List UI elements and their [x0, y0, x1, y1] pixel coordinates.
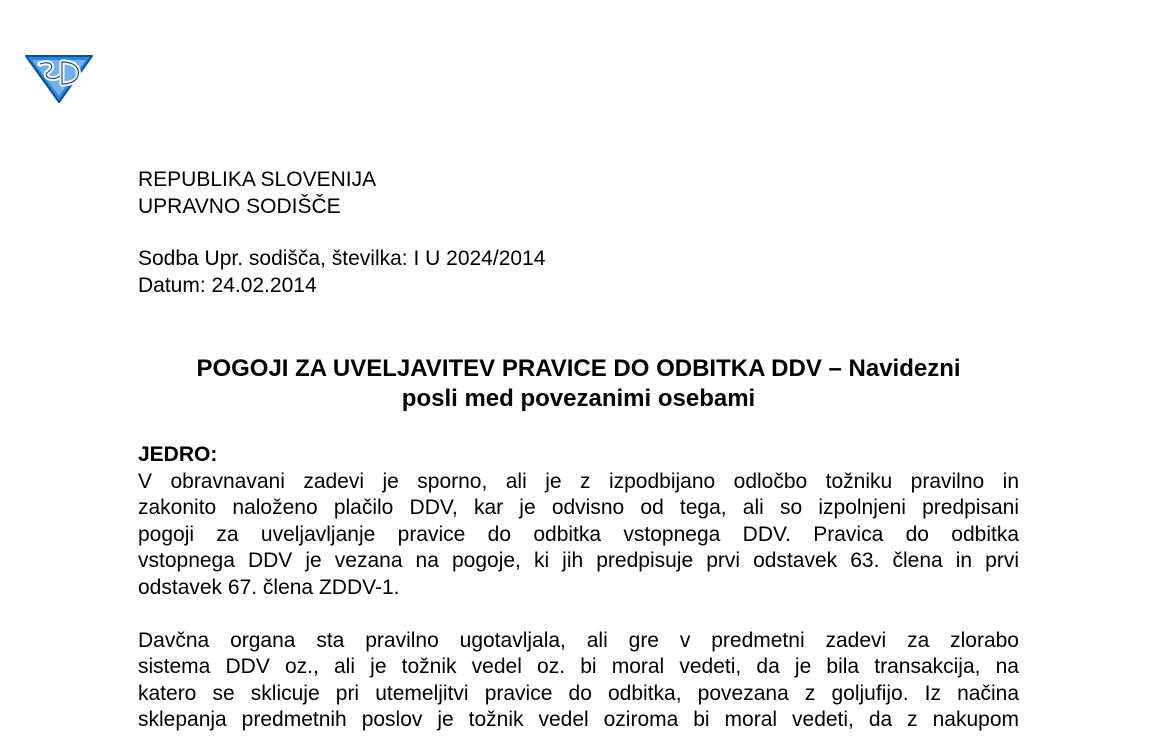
- paragraph-line: katero se sklicuje pri utemeljitvi pravice do odbitka, povezana z goljufijo. Iz načina: [138, 681, 1019, 705]
- header-country: REPUBLIKA SLOVENIJA: [138, 168, 377, 191]
- paragraph-line: odstavek 67. člena ZDDV-1.: [138, 575, 400, 599]
- document-title: [138, 354, 1019, 414]
- paragraph-line: vstopnega DDV je vezana na pogoje, ki jih predpisuje prvi odstavek 63. člena in prvi: [138, 549, 1019, 572]
- paragraph-line: sistema DDV oz., ali je tožnik vedel oz. bi moral vedeti, da je bila transakcija, na: [138, 655, 1019, 678]
- case-number: Sodba Upr. sodišča, številka: I U 2024/2014: [138, 247, 546, 270]
- paragraph-line: Davčna organa sta pravilno ugotavljala, ali gre v predmetni zadevi za zlorabo: [138, 628, 1019, 652]
- sd-logo-icon: [22, 48, 96, 104]
- paragraph-line: pogoji za uveljavljanje pravice do odbitka vstopnega DDV. Pravica do odbitka: [138, 522, 1019, 546]
- title-line-2: posli med povezanimi osebami: [401, 385, 756, 412]
- document-body: [138, 442, 1019, 734]
- paragraph-line: sklepanja predmetnih poslov je tožnik vedel oziroma bi moral vedeti, da z nakupom: [138, 708, 1019, 731]
- paragraph-line: V obravnavani zadevi je sporno, ali je z izpodbijano odločbo tožniku pravilno in: [138, 469, 1019, 493]
- title-line-1: POGOJI ZA UVELJAVITEV PRAVICE DO ODBITKA DDV – Navidezni: [196, 355, 961, 382]
- court-header: [138, 166, 376, 220]
- paragraph-1: [138, 469, 1019, 602]
- paragraph-spacer: [138, 601, 1019, 628]
- header-court: UPRAVNO SODIŠČE: [138, 195, 341, 218]
- paragraph-2: [138, 628, 1019, 734]
- paragraph-line: zakonito naloženo plačilo DDV, kar je odvisno od tega, ali so izpolnjeni predpisani: [138, 496, 1019, 519]
- case-date: Datum: 24.02.2014: [138, 274, 317, 297]
- case-meta: [138, 245, 545, 299]
- section-heading: JEDRO:: [138, 443, 218, 466]
